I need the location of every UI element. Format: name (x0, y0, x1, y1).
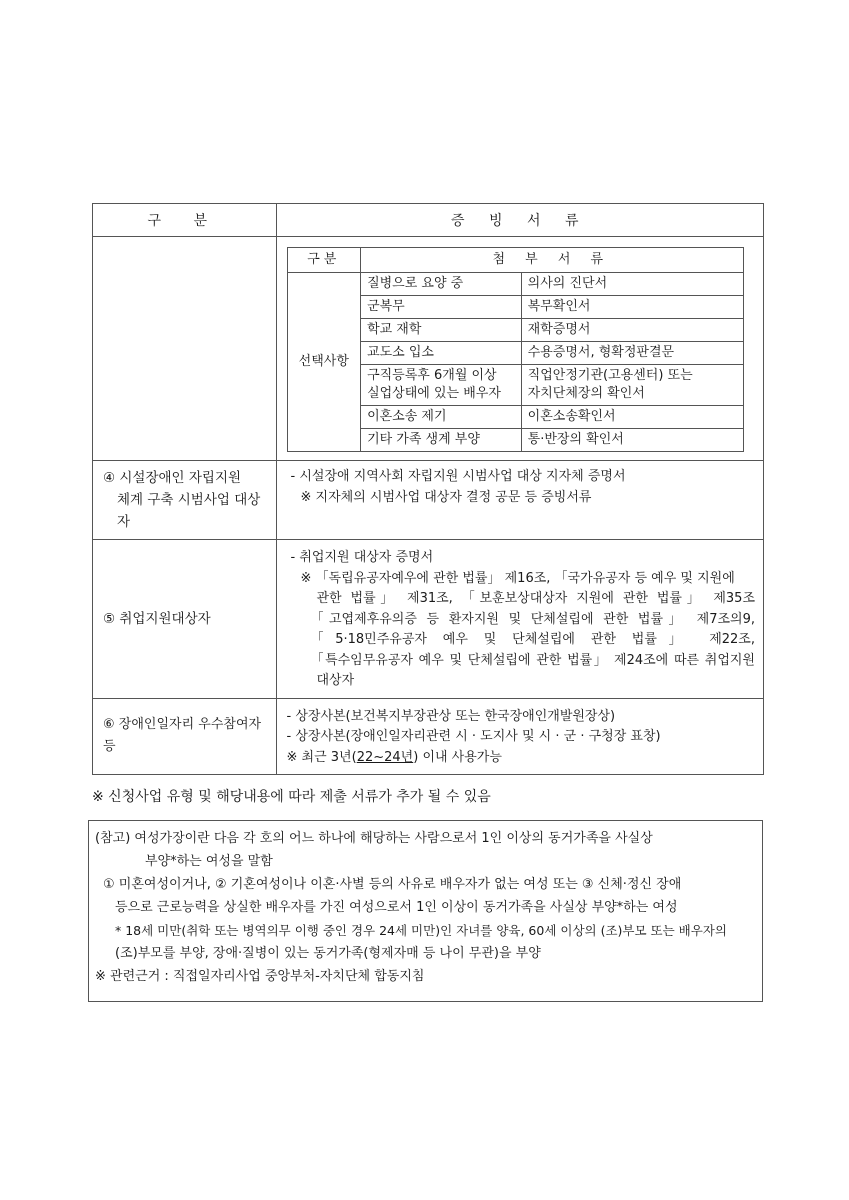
additional-documents-note: ※ 신청사업 유형 및 해당내용에 따라 제출 서류가 추가 될 수 있음 (92, 789, 491, 805)
subtable-reason-line: 실업상태에 있는 배우자 (367, 386, 501, 401)
row6-line (287, 748, 756, 769)
row-employment-support (93, 540, 764, 699)
row6-content (276, 698, 764, 775)
row4-line: ※ 지자체의 시범사업 대상자 결정 공문 등 증빙서류 (300, 489, 592, 505)
subtable-row (287, 273, 743, 296)
subtable-doc-line: 직업안정기관(고용센터) 또는 (527, 368, 693, 383)
row4-label (93, 461, 277, 540)
row6-label: ⑥ 장애인일자리 우수참여자 등 (93, 698, 277, 775)
row5-line: 「고엽제후유의증 등 환자지원 및 단체설립에 관한 법률」 제7조의9, (310, 611, 755, 627)
subtable-header-category: 구분 (287, 248, 361, 273)
reference-line: 등으로 근로능력을 상실한 배우자를 가진 여성으로서 1인 이상이 동거가족을 사실상 부양*하는 여성 (115, 900, 678, 915)
subtable-reason: 이혼소송 제기 (361, 406, 522, 429)
row6-line3-pre: ※ 최근 3년( (286, 749, 357, 765)
header-documents: 증 빙 서 류 (276, 204, 764, 237)
row4-content (276, 461, 764, 540)
row5-label: ⑤ 취업지원대상자 (93, 540, 277, 699)
subtable-group-label: 선택사항 (287, 273, 361, 452)
reference-box (88, 820, 763, 1002)
subtable-doc-line: 자치단체장의 확인서 (527, 386, 645, 401)
reference-line: ※ 관련근거 : 직접일자리사업 중앙부처-자치단체 합동지침 (95, 969, 425, 984)
main-table-header (93, 204, 764, 237)
subtable-doc: 의사의 진단서 (521, 273, 743, 296)
row5-content (276, 540, 764, 699)
subtable-reason-line: 구직등록후 6개월 이상 (367, 368, 497, 383)
row-optional-attachments (93, 237, 764, 461)
row6-line3-post: ) 이내 사용가능 (413, 749, 502, 765)
subtable-reason (361, 365, 522, 406)
subtable-reason: 교도소 입소 (361, 342, 522, 365)
row5-line: 「5·18민주유공자 예우 및 단체설립에 관한 법률」 제22조, (310, 632, 755, 647)
row5-line: - 취업지원 대상자 증명서 (290, 550, 434, 565)
row3-label-empty (93, 237, 277, 461)
row6-years: 22~24년 (356, 749, 414, 765)
subtable-doc: 재학증명서 (521, 319, 743, 342)
row4-label-line: ④ 시설장애인 자립지원 (103, 470, 242, 486)
row-excellent-participant (93, 698, 764, 775)
row3-content (276, 237, 764, 461)
row5-line: 관한 법률」 제31조, 「보훈보상대상자 지원에 관한 법률」 제35조 (316, 591, 755, 606)
subtable-doc: 수용증명서, 형확정판결문 (521, 342, 743, 365)
row-facility-disabled (93, 461, 764, 540)
subtable-doc: 통·반장의 확인서 (521, 429, 743, 452)
reference-line: (조)부모를 부양, 장애·질병이 있는 동거가족(형제자매 등 나이 무관)을 부양 (115, 946, 541, 961)
row5-line: 대상자 (316, 673, 355, 688)
subtable-doc (521, 365, 743, 406)
subtable-reason: 기타 가족 생계 부양 (361, 429, 522, 452)
subtable-reason: 학교 재학 (361, 319, 522, 342)
subtable-header-attachments: 첨 부 서 류 (361, 248, 743, 273)
reference-line: 부양*하는 여성을 말함 (145, 854, 273, 869)
subtable-header (287, 248, 743, 273)
evidence-documents-table (92, 203, 764, 775)
row5-line: ※ 「독립유공자예우에 관한 법률」 제16조, 「국가유공자 등 예우 및 지원에 (300, 570, 735, 586)
subtable-reason: 군복무 (361, 296, 522, 319)
subtable-doc: 복무확인서 (521, 296, 743, 319)
reference-line: (참고) 여성가장이란 다음 각 호의 어느 하나에 해당하는 사람으로서 1인 이상의 동거가족을 사실상 (95, 831, 653, 846)
subtable-reason: 질병으로 요양 중 (361, 273, 522, 296)
row6-line: - 상장사본(장애인일자리관련 시 · 도지사 및 시 · 군 · 구청장 표창) (286, 729, 661, 744)
reference-line: * 18세 미만(취학 또는 병역의무 이행 중인 경우 24세 미만)인 자녀를 양육, 60세 이상의 (조)부모 또는 배우자의 (115, 923, 727, 938)
row5-line: 「특수임무유공자 예우 및 단체설립에 관한 법률」 제24조에 따른 취업지원 (310, 652, 755, 668)
reference-line: ① 미혼여성이거나, ② 기혼여성이나 이혼·사별 등의 사유로 배우자가 없는 여성 또는 ③ 신체·정신 장애 (103, 877, 682, 892)
header-category: 구 분 (93, 204, 277, 237)
subtable-doc: 이혼소송확인서 (521, 406, 743, 429)
row6-line: - 상장사본(보건복지부장관상 또는 한국장애인개발원장상) (286, 708, 616, 724)
row4-label-line: 체계 구축 시범사업 대상자 (117, 492, 261, 530)
row4-line: - 시설장애 지역사회 자립지원 시범사업 대상 지자체 증명서 (290, 469, 626, 484)
attachment-subtable (287, 247, 744, 452)
